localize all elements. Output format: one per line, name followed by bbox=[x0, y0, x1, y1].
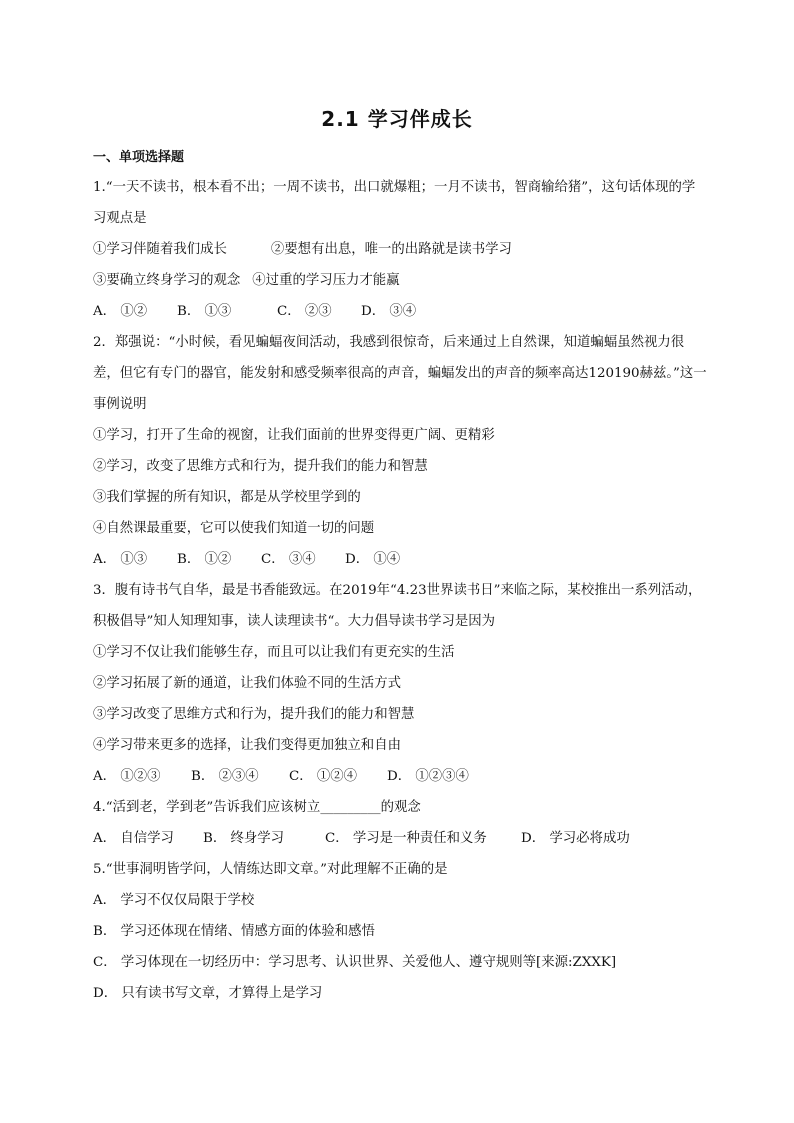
question-4-option-c[interactable]: C． 学习是一种责任和义务 bbox=[325, 831, 487, 846]
question-3-option-b[interactable]: B． ②③④ bbox=[191, 769, 259, 784]
question-2-statement-1: ①学习，打开了生命的视窗，让我们面前的世界变得更广阔、更精彩 bbox=[93, 428, 495, 443]
section-heading: 一、单项选择题 bbox=[93, 150, 185, 165]
question-3-option-d[interactable]: D． ①②③④ bbox=[387, 769, 469, 784]
question-4-option-d[interactable]: D． 学习必将成功 bbox=[521, 831, 630, 846]
question-2-option-d[interactable]: D． ①④ bbox=[345, 552, 401, 567]
question-2-statement-4: ④自然课最重要，它可以使我们知道一切的问题 bbox=[93, 521, 375, 536]
question-5-option-d[interactable]: D． 只有读书写文章，才算得上是学习 bbox=[93, 986, 323, 1001]
question-1-statement-3: ③要确立终身学习的观念 bbox=[93, 273, 241, 288]
question-3-stem: 3．腹有诗书气自华，最是书香能致远。在2019年“4.23世界读书日”来临之际，某校推出一系列活动，积极倡导”知人知理知事，读人读理读书“。大力倡导读书学习是因为 bbox=[93, 583, 702, 629]
question-1-option-d[interactable]: D． ③④ bbox=[361, 304, 417, 319]
question-2-option-c[interactable]: C． ③④ bbox=[261, 552, 316, 567]
question-3-statement-2: ②学习拓展了新的通道，让我们体验不同的生活方式 bbox=[93, 676, 401, 691]
question-1-statements-row2 bbox=[93, 265, 707, 296]
question-1-stem: 1.“一天不读书，根本看不出；一周不读书，出口就爆粗；一月不读书，智商输给猪”，这句话体现的学习观点是 bbox=[93, 180, 696, 226]
question-4-options bbox=[93, 823, 707, 854]
question-3-statement-4: ④学习带来更多的选择，让我们变得更加独立和自由 bbox=[93, 738, 401, 753]
question-3-option-a[interactable]: A． ①②③ bbox=[93, 769, 161, 784]
question-1-option-b[interactable]: B． ①③ bbox=[177, 304, 232, 319]
question-2-statement-2: ②学习，改变了思维方式和行为，提升我们的能力和智慧 bbox=[93, 459, 428, 474]
question-2-options bbox=[93, 544, 707, 575]
question-3-statement-3: ③学习改变了思维方式和行为，提升我们的能力和智慧 bbox=[93, 707, 415, 722]
question-3-options bbox=[93, 761, 707, 792]
question-1-statement-2: ②要想有出息，唯一的出路就是读书学习 bbox=[270, 242, 512, 257]
question-3-statement-1: ①学习不仅让我们能够生存，而且可以让我们有更充实的生活 bbox=[93, 645, 455, 660]
question-2-statement-3: ③我们掌握的所有知识，都是从学校里学到的 bbox=[93, 490, 361, 505]
question-5-option-b[interactable]: B． 学习还体现在情绪、情感方面的体验和感悟 bbox=[93, 924, 375, 939]
question-2-option-a[interactable]: A． ①③ bbox=[93, 552, 148, 567]
question-4-option-b[interactable]: B． 终身学习 bbox=[203, 831, 285, 846]
question-4-option-a[interactable]: A． 自信学习 bbox=[93, 831, 174, 846]
question-2-stem: 2．郑强说：“小时候，看见蝙蝠夜间活动，我感到很惊奇，后来通过上自然课，知道蝙蝠虽然视力很差，但它有专门的器官，能发射和感受频率很高的声音，蝙蝠发出的声音的频率高达120190赫兹。”这一事例说明 bbox=[93, 335, 707, 412]
page-title: 2.1 学习伴成长 bbox=[321, 107, 473, 131]
question-list bbox=[93, 172, 707, 1009]
question-4-stem: 4.“活到老，学到老”告诉我们应该树立_________的观念 bbox=[93, 800, 421, 815]
question-5-option-a[interactable]: A． 学习不仅仅局限于学校 bbox=[93, 893, 255, 908]
question-2-option-b[interactable]: B． ①② bbox=[177, 552, 232, 567]
question-1-statement-4: ④过重的学习压力才能赢 bbox=[252, 273, 400, 288]
question-1-options bbox=[93, 296, 707, 327]
question-5-stem: 5.“世事洞明皆学问，人情练达即文章。”对此理解不正确的是 bbox=[93, 862, 448, 877]
question-1-statements-row1 bbox=[93, 234, 707, 265]
question-3-option-c[interactable]: C． ①②④ bbox=[289, 769, 358, 784]
question-1-option-a[interactable]: A． ①② bbox=[93, 304, 148, 319]
question-5-option-c[interactable]: C． 学习体现在一切经历中：学习思考、认识世界、关爱他人、遵守规则等[来源:ZXXK] bbox=[93, 955, 617, 970]
question-1-option-c[interactable]: C． ②③ bbox=[277, 304, 332, 319]
question-1-statement-1: ①学习伴随着我们成长 bbox=[93, 242, 227, 257]
